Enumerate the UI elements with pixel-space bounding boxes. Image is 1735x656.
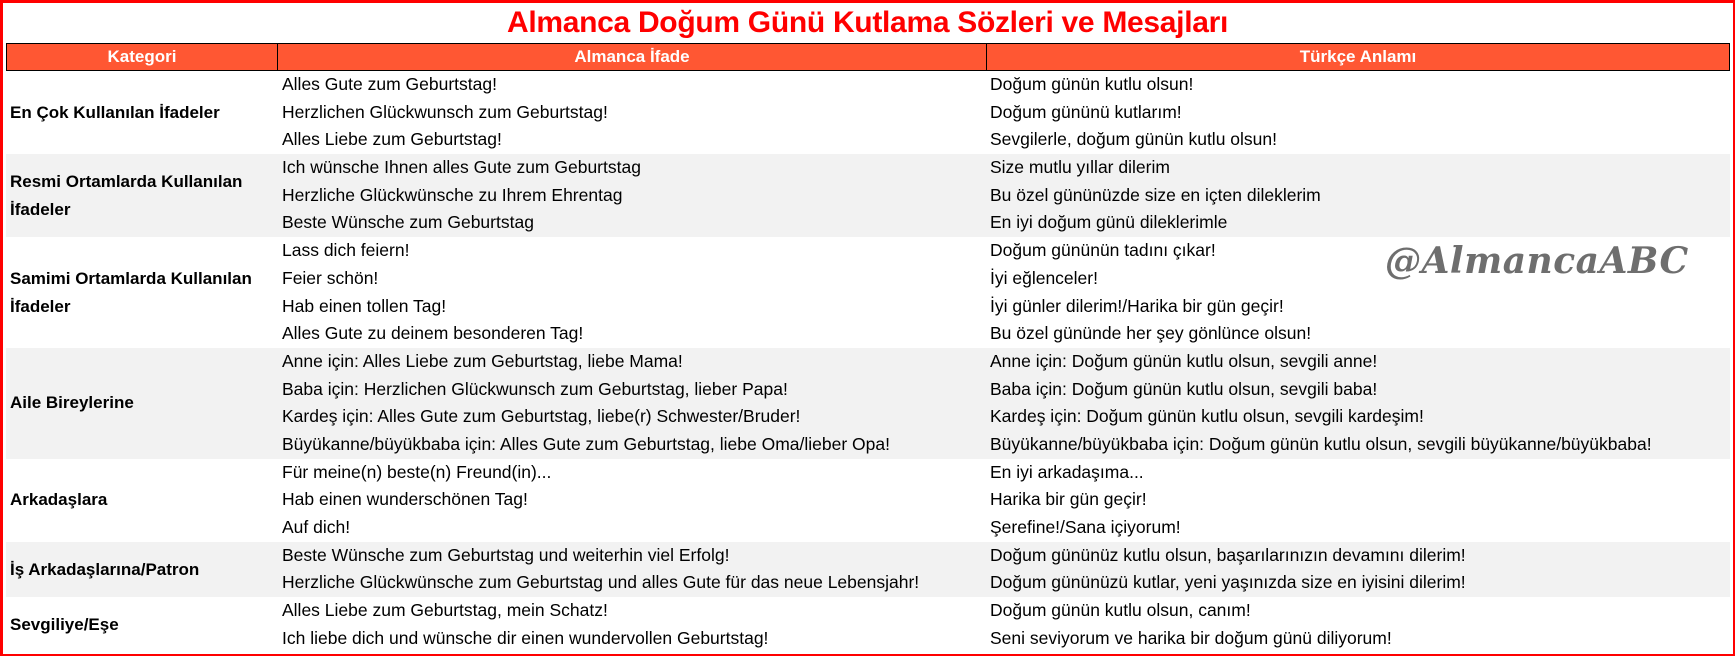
category-label [6,348,277,459]
german-phrase: Kardeş için: Alles Gute zum Geburtstag, liebe(r) Schwester/Bruder! [282,406,801,427]
table-row [277,237,1730,265]
turkish-meaning: Harika bir gün geçir! [990,489,1147,510]
german-phrase: Hab einen wunderschönen Tag! [282,489,528,510]
category-group [6,459,1730,542]
phrase-rows [277,459,1730,542]
german-phrase: Beste Wünsche zum Geburtstag und weiterhin viel Erfolg! [282,544,730,565]
category-group [6,71,1730,154]
category-text: İş Arkadaşlarına/Patron [10,559,200,579]
category-text: Samimi Ortamlarda Kullanılan İfadeler [10,268,252,316]
german-phrase: Anne için: Alles Liebe zum Geburtstag, liebe Mama! [282,350,683,371]
category-label [6,237,277,348]
table-row [277,154,1730,182]
category-label [6,459,277,542]
german-phrase: Alles Liebe zum Geburtstag! [282,129,502,150]
turkish-meaning: Doğum gününüzü kutlar, yeni yaşınızda size en iyisini dilerim! [990,572,1466,593]
turkish-meaning: Doğum günün kutlu olsun! [990,74,1194,94]
turkish-meaning: Seni seviyorum ve harika bir doğum günü diliyorum! [990,627,1392,648]
category-text: En Çok Kullanılan İfadeler [10,102,220,122]
table-row [277,514,1730,542]
turkish-meaning: Kardeş için: Doğum günün kutlu olsun, sevgili kardeşim! [990,406,1424,427]
category-group [6,597,1730,652]
turkish-meaning: Doğum günün kutlu olsun, canım! [990,600,1251,621]
german-phrase: Baba için: Herzlichen Glückwunsch zum Geburtstag, lieber Papa! [282,378,788,399]
turkish-meaning: Sevgilerle, doğum günün kutlu olsun! [990,129,1277,150]
table-row [277,542,1730,570]
turkish-meaning: İyi günler dilerim!/Harika bir gün geçir! [990,295,1284,316]
table-row [277,126,1730,154]
category-label [6,154,277,237]
german-phrase: Ich wünsche Ihnen alles Gute zum Geburtstag [282,157,641,178]
table-row [277,348,1730,376]
table-row [277,99,1730,127]
category-label [6,597,277,652]
table-row [277,182,1730,210]
phrase-rows [277,71,1730,154]
table-row [277,597,1730,625]
turkish-meaning: Büyükanne/büyükbaba için: Doğum günün kutlu olsun, sevgili büyükanne/büyükbaba! [990,433,1652,454]
category-label [6,542,277,597]
category-text: Arkadaşlara [10,490,108,510]
page-title: Almanca Doğum Günü Kutlama Sözleri ve Mesajları [506,6,1229,39]
phrase-rows [277,154,1730,237]
table-row [277,625,1730,653]
german-phrase: Auf dich! [282,517,351,537]
turkish-meaning: Bu özel gününde her şey gönlünce olsun! [990,323,1312,344]
table-row [277,431,1730,459]
table-row [277,209,1730,237]
header-german-phrase: Almanca İfade [278,44,987,70]
category-text: Resmi Ortamlarda Kullanılan İfadeler [10,171,243,219]
category-text: Aile Bireylerine [10,393,134,413]
phrase-rows [277,237,1730,348]
turkish-meaning: İyi eğlenceler! [990,267,1098,288]
german-phrase: Alles Gute zu deinem besonderen Tag! [282,323,584,344]
turkish-meaning: Size mutlu yıllar dilerim [990,157,1170,178]
german-phrase: Herzliche Glückwünsche zu Ihrem Ehrentag [282,184,623,205]
turkish-meaning: Baba için: Doğum günün kutlu olsun, sevgili baba! [990,378,1378,399]
category-group [6,542,1730,597]
table-row [277,320,1730,348]
header-turkish-meaning: Türkçe Anlamı [1299,47,1417,66]
turkish-meaning: Anne için: Doğum günün kutlu olsun, sevgili anne! [990,350,1378,371]
turkish-meaning: Doğum gününü kutlarım! [990,101,1182,122]
table-row [277,486,1730,514]
category-group [6,237,1730,348]
table-body [6,71,1730,652]
turkish-meaning: Şerefine!/Sana içiyorum! [990,517,1181,537]
turkish-meaning: En iyi arkadaşıma... [990,461,1144,482]
german-phrase: Herzliche Glückwünsche zum Geburtstag und alles Gute für das neue Lebensjahr! [282,572,920,593]
table-header [6,43,1730,71]
german-phrase: Beste Wünsche zum Geburtstag [282,212,534,233]
phrase-rows [277,542,1730,597]
table-row [277,459,1730,487]
german-phrase: Feier schön! [282,267,379,288]
german-phrase: Alles Liebe zum Geburtstag, mein Schatz! [282,600,608,621]
table-row [277,403,1730,431]
phrase-rows [277,348,1730,459]
table-row [277,293,1730,321]
header-category: Kategori [7,44,278,70]
table-row [277,71,1730,99]
turkish-meaning: Bu özel gününüzde size en içten dileklerim [990,184,1321,205]
german-phrase: Büyükanne/büyükbaba için: Alles Gute zum Geburtstag, liebe Oma/lieber Opa! [282,433,890,454]
german-phrase: Für meine(n) beste(n) Freund(in)... [282,461,552,482]
german-phrase: Alles Gute zum Geburtstag! [282,74,497,94]
german-phrase: Hab einen tollen Tag! [282,295,447,316]
turkish-meaning: En iyi doğum günü dileklerimle [990,212,1228,233]
category-label [6,71,277,154]
table-row [277,569,1730,597]
table-row [277,265,1730,293]
german-phrase: Ich liebe dich und wünsche dir einen wundervollen Geburtstag! [282,627,769,648]
phrase-rows [277,597,1730,652]
watermark: @AlmancaABC [1385,240,1689,282]
category-text: Sevgiliye/Eşe [10,614,119,634]
table-row [277,376,1730,404]
phrases-table [6,43,1730,652]
german-phrase: Herzlichen Glückwunsch zum Geburtstag! [282,101,608,122]
category-group [6,154,1730,237]
category-group [6,348,1730,459]
german-phrase: Lass dich feiern! [282,240,410,261]
turkish-meaning: Doğum gününüz kutlu olsun, başarılarınızın devamını dilerim! [990,544,1466,565]
turkish-meaning: Doğum gününün tadını çıkar! [990,240,1216,261]
